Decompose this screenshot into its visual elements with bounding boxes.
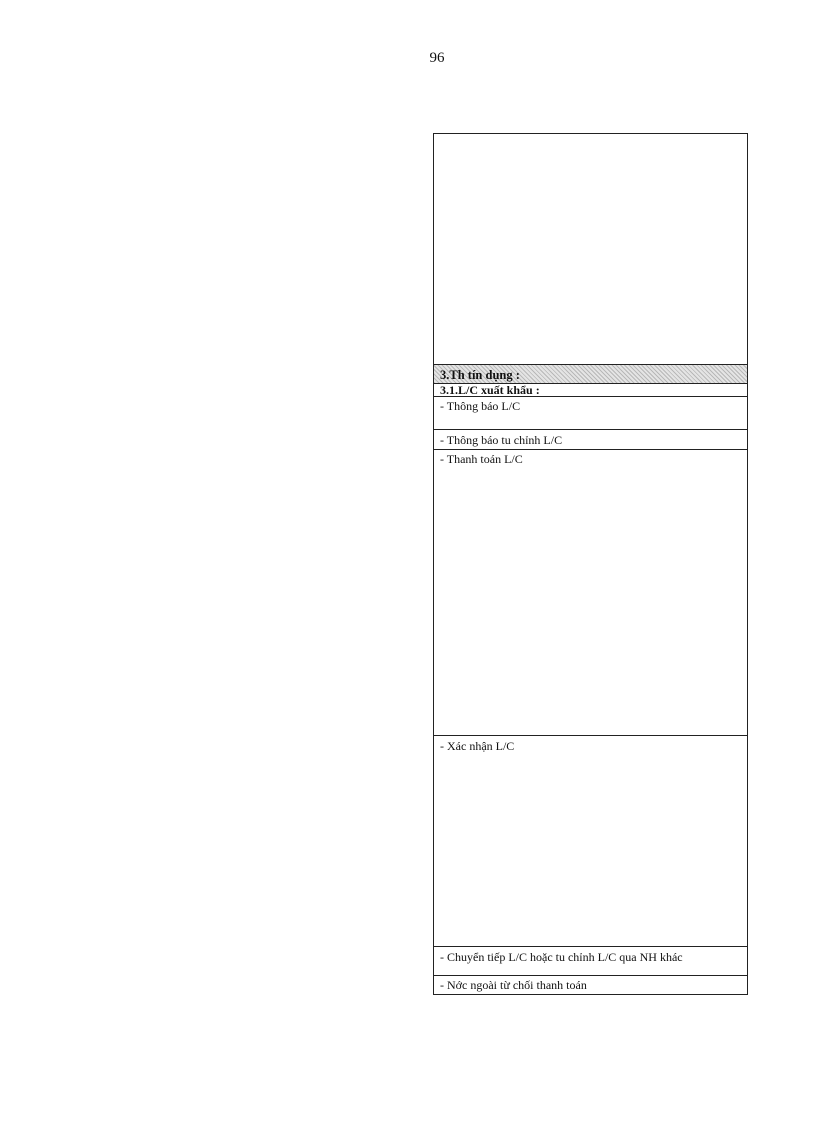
table-row: - Chuyển tiếp L/C hoặc tu chỉnh L/C qua NH khác xyxy=(434,946,747,975)
subsection-heading: 3.1.L/C xuất khẩu : xyxy=(434,383,747,396)
page-number: 96 xyxy=(429,50,445,66)
blank-cell xyxy=(434,134,747,364)
table-row: - Thông báo tu chỉnh L/C xyxy=(434,429,747,449)
table-row: - Thanh toán L/C xyxy=(434,449,747,735)
table-row: - Thông báo L/C xyxy=(434,396,747,429)
table-row: - Xác nhận L/C xyxy=(434,735,747,946)
fee-table xyxy=(433,133,748,995)
table-row: - Nớc ngoài từ chối thanh toán xyxy=(434,975,747,994)
section-heading: 3.Th tín dụng : xyxy=(434,364,747,383)
